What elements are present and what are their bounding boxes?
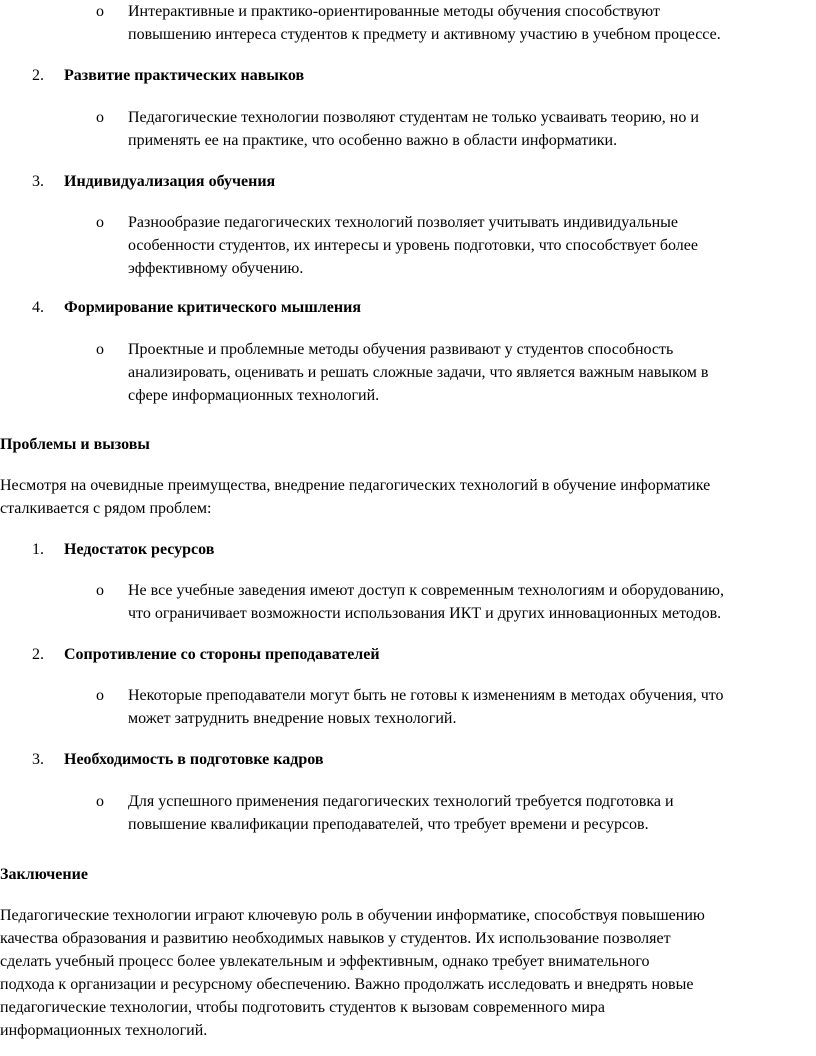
bullet-mark: o: [96, 109, 104, 126]
bullet-mark: o: [96, 582, 104, 599]
paragraph-problems-intro: [0, 474, 816, 520]
list-item-title: Недостаток ресурсов: [64, 541, 215, 558]
list-item-title: Индивидуализация обучения: [64, 173, 276, 190]
bullet-line: Интерактивные и практико-ориентированные методы обучения способствуют: [128, 3, 660, 20]
section-heading-problems: Проблемы и вызовы: [0, 436, 150, 453]
bullet-mark: o: [96, 341, 104, 358]
bullet-text: [128, 338, 816, 407]
bullet-mark: o: [96, 214, 104, 231]
bullet-line: сфере информационных технологий.: [128, 387, 380, 404]
list-number: 2.: [32, 67, 44, 84]
paragraph-conclusion: [0, 904, 816, 1042]
list-number: 2.: [32, 646, 44, 663]
paragraph-line: педагогические технологии, чтобы подготовить студентов к вызовам современного мира: [0, 999, 606, 1016]
paragraph-line: Несмотря на очевидные преимущества, внедрение педагогических технологий в обучение информатике: [0, 477, 711, 494]
paragraph-line: сделать учебный процесс более увлекательным и эффективным, однако требует внимательного: [0, 953, 650, 970]
paragraph-line: качества образования и развитию необходимых навыков у студентов. Их использование позволяет: [0, 930, 671, 947]
list-item-title: Сопротивление со стороны преподавателей: [64, 646, 380, 663]
list-number: 4.: [32, 299, 44, 316]
bullet-text: [128, 0, 816, 46]
bullet-line: может затруднить внедрение новых технологий.: [128, 710, 457, 727]
paragraph-line: сталкивается с рядом проблем:: [0, 500, 212, 517]
bullet-text: [128, 211, 816, 280]
list-item-title: Формирование критического мышления: [64, 299, 361, 316]
bullet-line: повышению интереса студентов к предмету и активному участию в учебном процессе.: [128, 26, 721, 43]
bullet-mark: o: [96, 3, 104, 20]
bullet-line: Педагогические технологии позволяют студентам не только усваивать теорию, но и: [128, 109, 699, 126]
list-item-title: Необходимость в подготовке кадров: [64, 751, 324, 768]
bullet-text: [128, 106, 816, 152]
bullet-line: повышение квалификации преподавателей, что требует времени и ресурсов.: [128, 816, 649, 833]
list-number: 3.: [32, 173, 44, 190]
bullet-line: особенности студентов, их интересы и уровень подготовки, что способствует более: [128, 237, 698, 254]
paragraph-line: Педагогические технологии играют ключевую роль в обучении информатике, способствуя повышению: [0, 907, 705, 924]
list-number: 3.: [32, 751, 44, 768]
bullet-text: [128, 684, 816, 730]
bullet-line: Для успешного применения педагогических технологий требуется подготовка и: [128, 793, 674, 810]
list-item-title: Развитие практических навыков: [64, 67, 305, 84]
section-heading-conclusion: Заключение: [0, 866, 88, 883]
bullet-line: Проектные и проблемные методы обучения развивают у студентов способность: [128, 341, 674, 358]
paragraph-line: информационных технологий.: [0, 1022, 208, 1039]
bullet-mark: o: [96, 687, 104, 704]
bullet-line: Некоторые преподаватели могут быть не готовы к изменениям в методах обучения, что: [128, 687, 724, 704]
bullet-line: эффективному обучению.: [128, 260, 304, 277]
bullet-line: Разнообразие педагогических технологий позволяет учитывать индивидуальные: [128, 214, 679, 231]
bullet-line: что ограничивает возможности использования ИКТ и других инновационных методов.: [128, 605, 722, 622]
bullet-line: анализировать, оценивать и решать сложные задачи, что является важным навыком в: [128, 364, 709, 381]
bullet-text: [128, 579, 816, 625]
bullet-text: [128, 790, 816, 836]
list-number: 1.: [32, 541, 44, 558]
bullet-line: применять ее на практике, что особенно важно в области информатики.: [128, 132, 618, 149]
paragraph-line: подхода к организации и ресурсному обеспечению. Важно продолжать исследовать и внедрять новые: [0, 976, 694, 993]
bullet-mark: o: [96, 793, 104, 810]
bullet-line: Не все учебные заведения имеют доступ к современным технологиям и оборудованию,: [128, 582, 724, 599]
